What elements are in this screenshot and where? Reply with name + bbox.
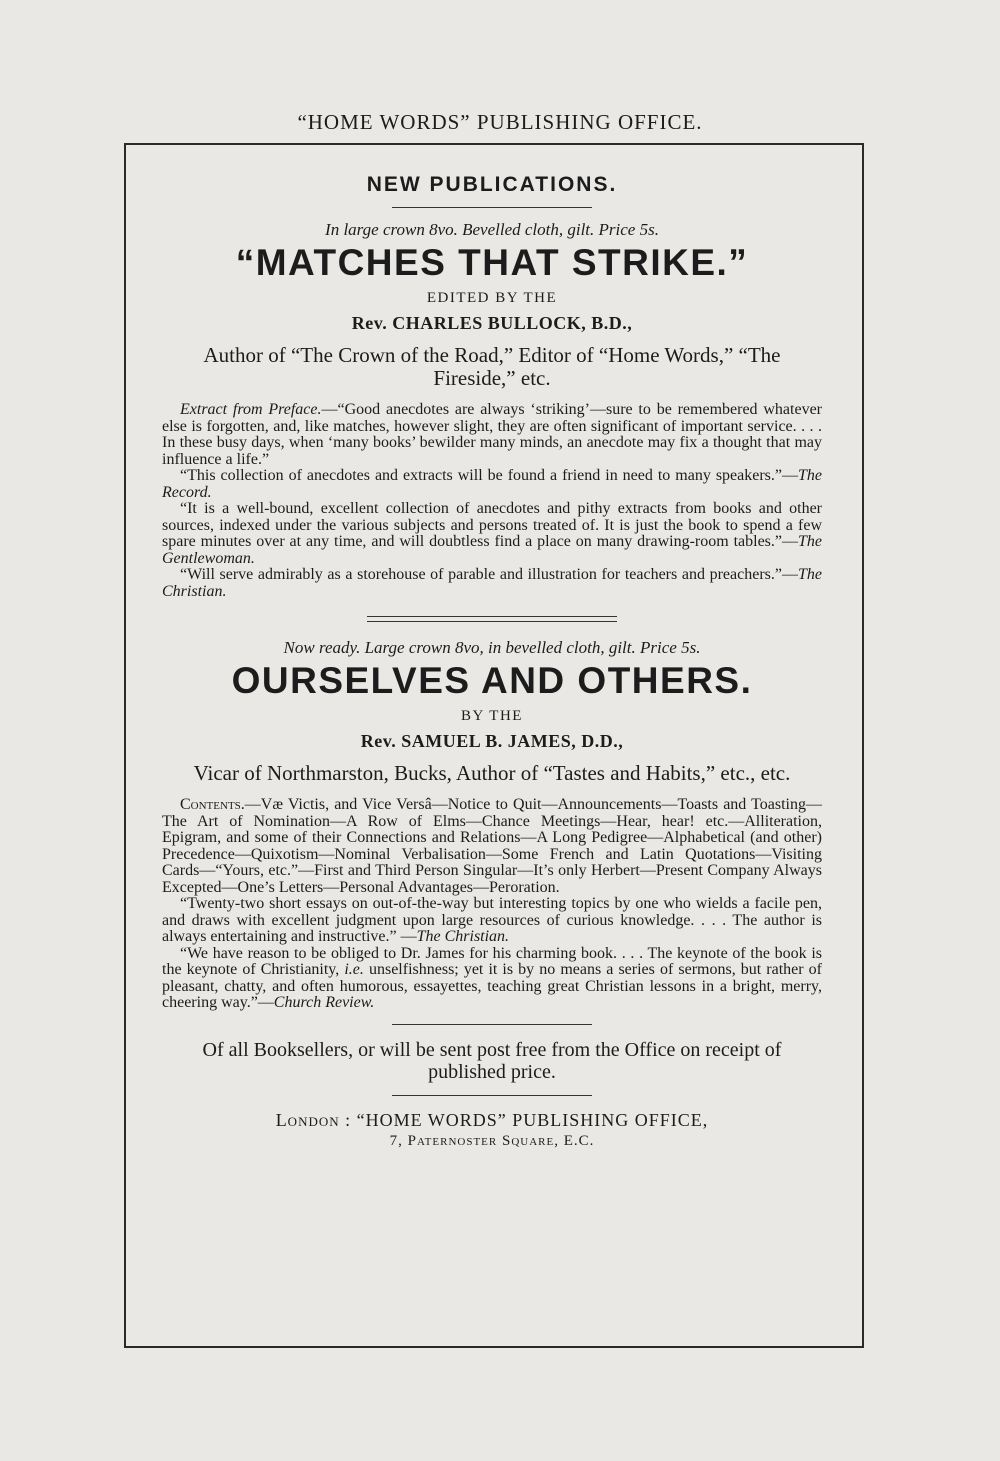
section-title: NEW PUBLICATIONS. xyxy=(366,173,618,196)
review-abbrev: i.e. xyxy=(344,961,364,978)
contents-list xyxy=(162,797,822,896)
book-matches-that-strike xyxy=(162,220,822,600)
review-text: “Will serve admirably as a storehouse of parable and illustration for teachers and preachers.”— xyxy=(180,566,798,583)
divider xyxy=(392,1024,592,1025)
advertisement-frame xyxy=(124,143,864,1348)
imprint-publisher xyxy=(162,1110,822,1131)
review-text: “Twenty-two short essays on out-of-the-way but interesting topics by one who wields a facile pen, and draws with excellent judgment upon large resources of curious knowledge. . . . The author is always entertaining and instructive.” — xyxy=(162,895,822,945)
imprint-city: London : xyxy=(275,1109,352,1130)
divider xyxy=(392,207,592,208)
review-label: Extract from Preface. xyxy=(180,401,322,418)
book-title: “MATCHES THAT STRIKE.” xyxy=(235,242,749,283)
book-ourselves-and-others xyxy=(162,638,822,1012)
book-format: Now ready. Large crown 8vo, in bevelled cloth, gilt. Price 5s. xyxy=(283,638,701,657)
book-format: In large crown 8vo. Bevelled cloth, gilt. Price 5s. xyxy=(325,220,659,239)
book-contents-and-reviews xyxy=(162,797,822,1012)
running-head: “HOME WORDS” PUBLISHING OFFICE. xyxy=(297,110,703,134)
author-credentials: Author of “The Crown of the Road,” Editor of “Home Words,” “The Fireside,” etc. xyxy=(203,343,781,390)
contents-label: Contents. xyxy=(180,796,245,813)
book-author: Rev. SAMUEL B. JAMES, D.D., xyxy=(360,731,624,751)
review-source: The Christian. xyxy=(162,566,822,600)
review-text: “This collection of anecdotes and extracts will be found a friend in need to many speakers.”— xyxy=(180,467,798,484)
review-source: Church Review. xyxy=(273,994,375,1011)
book-author: Rev. CHARLES BULLOCK, B.D., xyxy=(351,313,633,333)
book-title: OURSELVES AND OTHERS. xyxy=(231,660,753,701)
double-divider xyxy=(367,616,617,622)
review-church-review xyxy=(162,946,822,1012)
review-record xyxy=(162,468,822,501)
by-line: EDITED BY THE xyxy=(426,290,558,306)
review-gentlewoman xyxy=(162,501,822,567)
review-text: “It is a well-bound, excellent collection of anecdotes and pithy extracts from books and other sources, indexed under the various subjects and persons treated of. It is just the book to spend a few spare minutes over at any time, and will doubtless find a place on many drawing-room tables.”— xyxy=(162,500,822,550)
review-source: The Christian. xyxy=(416,928,510,945)
review-preface xyxy=(162,402,822,468)
review-text: —“Good anecdotes are always ‘striking’—sure to be remembered whatever else is forgotten, and, like matches, however slight, they are often significant of important service. . . . In these busy days, when ‘many books’ bewilder many minds, an anecdote may fix a thought that may influence a life.” xyxy=(162,401,822,468)
review-text: “We have reason to be obliged to Dr. James for his charming book. . . . The keynote of the book is the keynote of Christianity, xyxy=(162,944,822,978)
imprint-name: “HOME WORDS” PUBLISHING OFFICE, xyxy=(351,1109,709,1130)
review-christian xyxy=(162,896,822,946)
by-line: BY THE xyxy=(461,708,523,724)
contents-text: —Væ Victis, and Vice Versâ—Notice to Quit—Announcements—Toasts and Toasting—The Art of Nomination—A Row of Elms—Chance Meetings—Hear, hear! etc.—Alliteration, Epigram, and some of their Connections and Relations—A Long Pedigree—Alphabetical (and other) Precedence—Quixotism—Nominal Verbalisation—Some French and Latin Quotations—Visiting Cards—“Yours, etc.”—First and Third Person Singular—It’s only Herbert—Present Company Always Excepted—One’s Letters—Personal Advantages—Peroration. xyxy=(162,796,822,896)
author-credentials: Vicar of Northmarston, Bucks, Author of “Tastes and Habits,” etc., etc. xyxy=(193,761,791,785)
imprint-address: 7, Paternoster Square, E.C. xyxy=(389,1132,595,1149)
divider xyxy=(392,1095,592,1096)
book-reviews xyxy=(162,402,822,600)
review-christian xyxy=(162,567,822,600)
review-source: The Gentlewoman. xyxy=(162,533,822,567)
review-text: unselfishness; yet it is by no means a series of sermons, but rather of pleasant, chatty, and often humorous, essayettes, teaching great Christian lessons in a bright, merry, cheering way.”— xyxy=(162,961,822,1011)
review-source: The Record. xyxy=(162,467,822,501)
ordering-note: Of all Booksellers, or will be sent post free from the Office on receipt of published price. xyxy=(202,1038,782,1083)
